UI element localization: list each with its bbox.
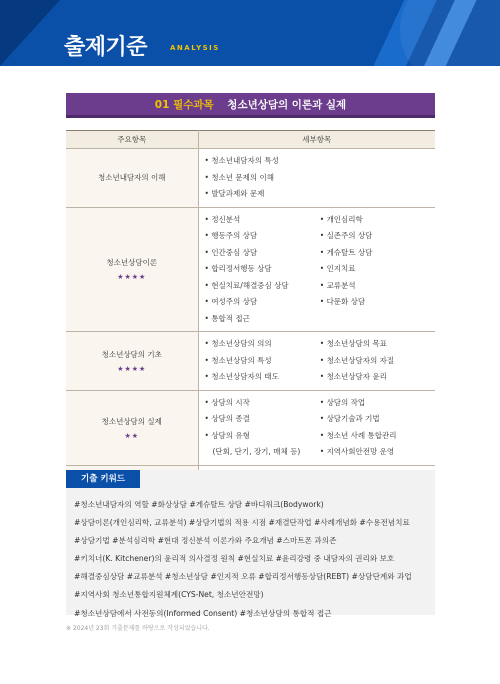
list-item: • 다문화 상담 — [320, 294, 435, 311]
detail-cell — [198, 390, 435, 465]
page-subtitle: ANALYSIS — [170, 44, 220, 52]
detail-list — [205, 153, 436, 203]
table-row — [66, 332, 435, 391]
list-item: • 정신분석 — [205, 212, 320, 229]
list-item: • 현실치료/해결중심 상담 — [205, 278, 320, 295]
list-item: • 발달과제와 문제 — [205, 186, 436, 203]
keyword-line: #상담이론(개인심리학, 교류분석) #상담기법의 적용 시점 #재결단작업 #사례개념화 #수용전념치료 — [74, 518, 410, 528]
column-header-main: 주요항목 — [66, 131, 198, 149]
list-item: • 청소년상담의 특성 — [205, 353, 320, 370]
list-item: • 청소년 문제의 이해 — [205, 170, 436, 187]
main-item-label: 청소년상담의 실제 — [101, 416, 162, 426]
table-row — [66, 207, 435, 332]
main-item-cell — [66, 332, 198, 391]
main-item-label: 청소년상담이론 — [106, 258, 158, 268]
keyword-list — [74, 496, 434, 623]
criteria-table — [66, 130, 435, 492]
detail-cell — [198, 149, 435, 208]
header-decoration — [0, 0, 60, 66]
main-item-cell — [66, 149, 198, 208]
keyword-line: #해결중심상담 #교류분석 #청소년상담 #인지적 오류 #합리정서행동상담(REBT) #상담단계와 과업 — [74, 572, 412, 582]
importance-stars: ★★★★ — [117, 273, 147, 282]
list-item: • 청소년상담자의 자질 — [320, 353, 435, 370]
list-item: • 상담의 시작 — [205, 395, 320, 412]
page-header — [0, 0, 500, 66]
keyword-line: #상담기법 #분석심리학 #현대 정신분석 이론가와 주요개념 #스마트폰 과의존 — [74, 536, 337, 546]
main-item-label: 청소년내담자의 이해 — [97, 173, 166, 183]
list-item: • 지역사회안전망 운영 — [320, 444, 435, 461]
list-item: • 인지치료 — [320, 261, 435, 278]
column-header-detail: 세부항목 — [198, 131, 435, 149]
list-item: • 통합적 접근 — [205, 311, 320, 328]
footnote: ※ 2024년 23회 기출문제를 바탕으로 작성되었습니다. — [66, 625, 210, 632]
list-item: • 청소년상담자 윤리 — [320, 369, 435, 386]
list-item: • 청소년상담의 목표 — [320, 336, 435, 353]
detail-list — [320, 212, 435, 328]
page-title: 출제기준 — [64, 35, 148, 60]
keyword-label: 기출 키워드 — [66, 470, 140, 488]
list-item: • 상담의 종결 — [205, 411, 320, 428]
importance-stars: ★★★★ — [117, 364, 147, 373]
main-item-cell — [66, 207, 198, 332]
detail-list — [320, 395, 435, 461]
list-item: • 게슈탈트 상담 — [320, 245, 435, 262]
importance-stars: ★★ — [124, 431, 140, 440]
list-item: • 상담의 작업 — [320, 395, 435, 412]
list-item: • 교류분석 — [320, 278, 435, 295]
table-row — [66, 149, 435, 208]
detail-cell — [198, 332, 435, 391]
detail-list — [205, 395, 320, 461]
detail-list — [320, 336, 435, 386]
keyword-line: #청소년내담자의 역할 #화상상담 #게슈탈트 상담 #바디워크(Bodywork) — [74, 500, 324, 509]
subject-name: 청소년상담의 이론과 실제 — [227, 99, 347, 111]
list-item: • 합리정서행동 상담 — [205, 261, 320, 278]
subject-number: 01 필수과목 — [154, 99, 214, 111]
list-item: • 인간중심 상담 — [205, 245, 320, 262]
list-item: • 상담기술과 기법 — [320, 411, 435, 428]
main-item-label: 청소년상담의 기초 — [101, 349, 162, 359]
list-item: • 청소년상담의 의의 — [205, 336, 320, 353]
subject-bar — [66, 93, 435, 118]
detail-list — [205, 336, 320, 386]
table-header-row — [66, 131, 435, 149]
table-row — [66, 390, 435, 465]
main-item-cell — [66, 390, 198, 465]
keyword-line: #지역사회 청소년통합지원체계(CYS-Net, 청소년안전망) — [74, 590, 264, 600]
list-item: • 개인심리학 — [320, 212, 435, 229]
list-item: • 청소년상담자의 태도 — [205, 369, 320, 386]
keyword-line: #키치너(K. Kitchener)의 윤리적 의사결정 원칙 #현실치료 #윤리강령 중 내담자의 권리와 보호 — [74, 554, 395, 564]
detail-cell — [198, 207, 435, 332]
list-item: • 여성주의 상담 — [205, 294, 320, 311]
list-item: • 상담의 유형 — [205, 428, 320, 445]
list-item: • 행동주의 상담 — [205, 228, 320, 245]
header-decoration — [400, 0, 500, 66]
detail-list — [205, 212, 320, 328]
list-item: • 청소년내담자의 특성 — [205, 153, 436, 170]
list-item: (단회, 단기, 장기, 매체 등) — [212, 447, 301, 456]
keyword-line: #청소년상담에서 사전동의(Informed Consent) #청소년상담의 통합적 접근 — [74, 608, 332, 618]
list-item: • 실존주의 상담 — [320, 228, 435, 245]
list-item: • 청소년 사례 통합관리 — [320, 428, 435, 445]
